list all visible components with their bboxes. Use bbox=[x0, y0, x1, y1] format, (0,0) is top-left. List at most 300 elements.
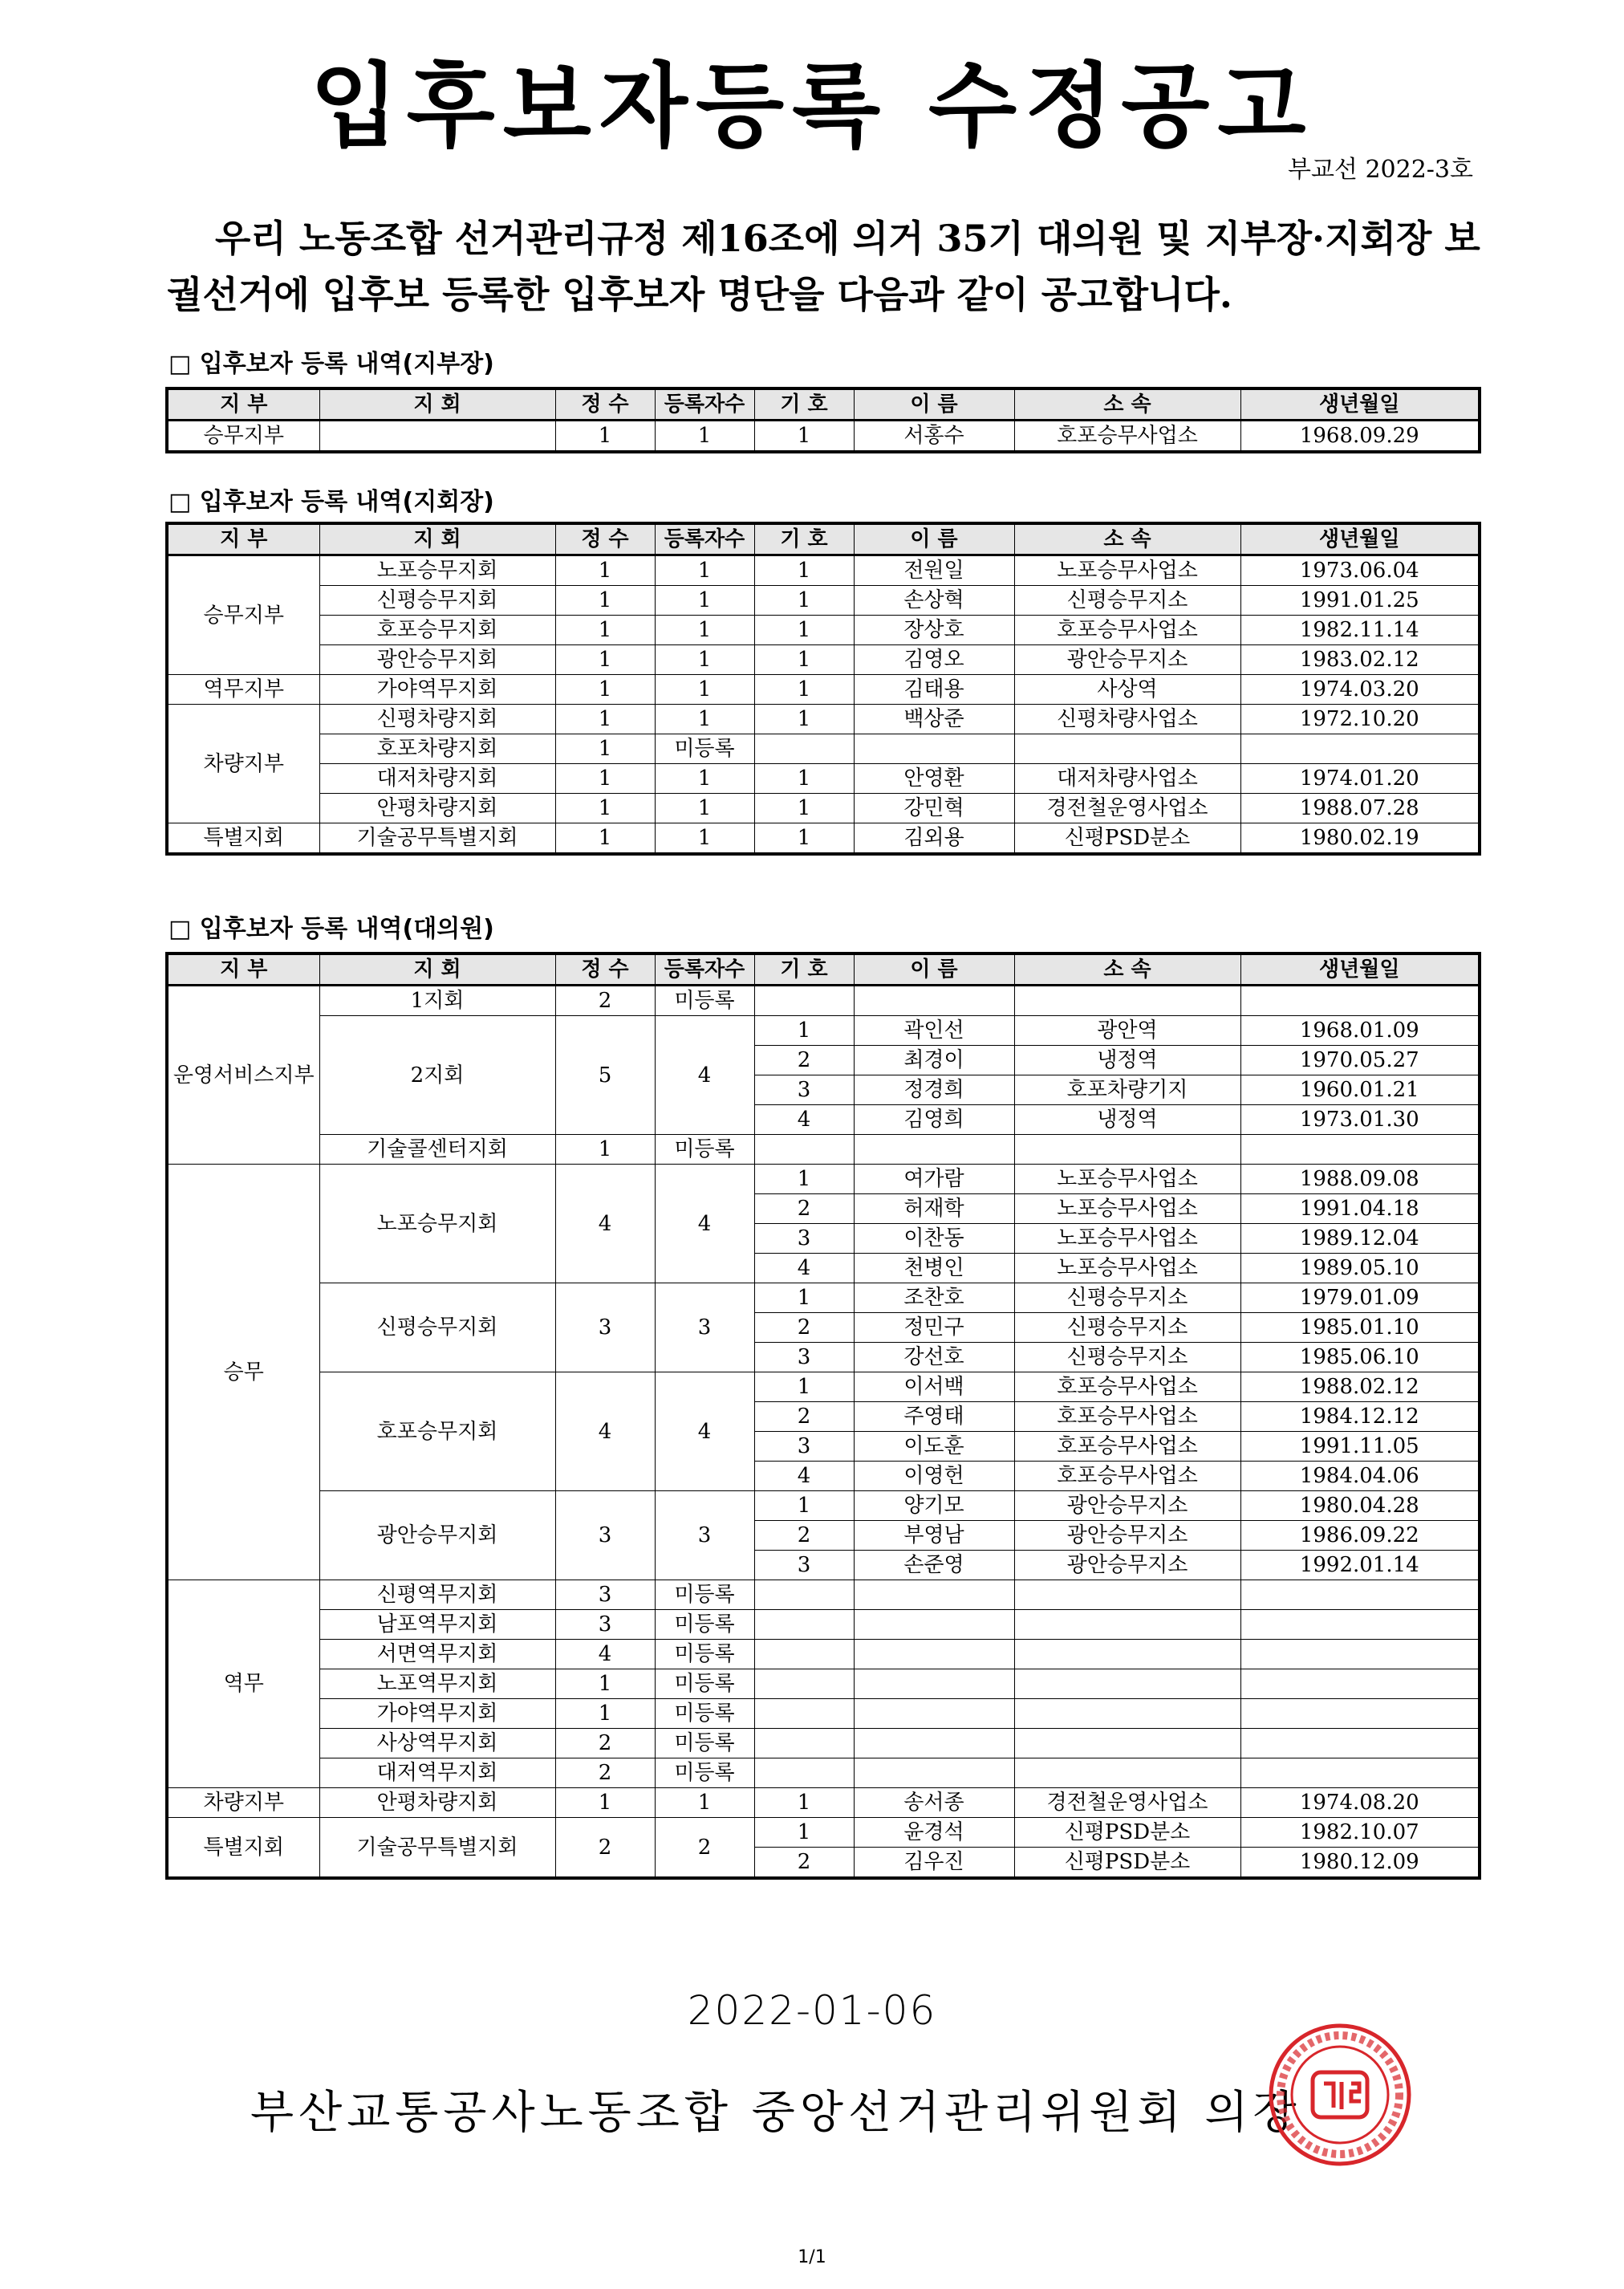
table-header-row bbox=[167, 388, 1480, 421]
cell-quota: 1 bbox=[555, 1788, 655, 1818]
cell-number: 1 bbox=[754, 1165, 854, 1194]
section-title-branch-head: □ 입후보자 등록 내역(지부장) bbox=[168, 350, 494, 378]
cell-birthdate: 1974.03.20 bbox=[1240, 675, 1480, 705]
header-birthdate: 생년월일 bbox=[1240, 388, 1480, 421]
cell-registered: 미등록 bbox=[655, 1729, 754, 1758]
cell-quota: 1 bbox=[555, 734, 655, 764]
cell-chapter: 기술공무특별지회 bbox=[319, 1818, 555, 1879]
table-header-row bbox=[167, 523, 1480, 555]
cell-number: 3 bbox=[754, 1075, 854, 1105]
header-registered: 등록자수 bbox=[655, 523, 754, 555]
cell-number: 1 bbox=[754, 586, 854, 616]
cell-name bbox=[854, 986, 1014, 1016]
table-row bbox=[167, 705, 1480, 734]
header-branch: 지 부 bbox=[167, 388, 319, 421]
cell-birthdate: 1985.06.10 bbox=[1240, 1343, 1480, 1372]
cell-affiliation bbox=[1014, 1758, 1240, 1788]
cell-affiliation bbox=[1014, 986, 1240, 1016]
cell-affiliation: 신평승무지소 bbox=[1014, 586, 1240, 616]
cell-birthdate: 1984.12.12 bbox=[1240, 1402, 1480, 1432]
cell-quota: 1 bbox=[555, 1669, 655, 1699]
cell-registered: 3 bbox=[655, 1491, 754, 1580]
cell-registered: 1 bbox=[655, 555, 754, 586]
cell-branch: 차량지부 bbox=[167, 705, 319, 823]
cell-birthdate: 1991.11.05 bbox=[1240, 1432, 1480, 1462]
cell-name bbox=[854, 1729, 1014, 1758]
cell-affiliation: 호포승무사업소 bbox=[1014, 1432, 1240, 1462]
cell-quota: 1 bbox=[555, 616, 655, 645]
cell-affiliation: 신평PSD분소 bbox=[1014, 1818, 1240, 1848]
header-name: 이 름 bbox=[854, 953, 1014, 986]
cell-quota: 4 bbox=[555, 1165, 655, 1283]
cell-quota: 3 bbox=[555, 1580, 655, 1610]
cell-branch: 승무 bbox=[167, 1165, 319, 1580]
cell-affiliation: 광안승무지소 bbox=[1014, 1521, 1240, 1551]
cell-name: 이찬동 bbox=[854, 1224, 1014, 1254]
cell-name: 여가람 bbox=[854, 1165, 1014, 1194]
cell-birthdate: 1983.02.12 bbox=[1240, 645, 1480, 675]
cell-chapter: 2지회 bbox=[319, 1016, 555, 1135]
cell-number bbox=[754, 734, 854, 764]
table-row bbox=[167, 421, 1480, 453]
cell-birthdate: 1982.11.14 bbox=[1240, 616, 1480, 645]
cell-number: 1 bbox=[754, 1491, 854, 1521]
cell-number: 3 bbox=[754, 1551, 854, 1580]
cell-number bbox=[754, 986, 854, 1016]
cell-name: 손준영 bbox=[854, 1551, 1014, 1580]
cell-chapter: 사상역무지회 bbox=[319, 1729, 555, 1758]
cell-registered: 미등록 bbox=[655, 1758, 754, 1788]
cell-number: 2 bbox=[754, 1402, 854, 1432]
table-row bbox=[167, 1372, 1480, 1402]
cell-registered: 1 bbox=[655, 616, 754, 645]
cell-birthdate: 1989.05.10 bbox=[1240, 1254, 1480, 1283]
cell-affiliation: 신평승무지소 bbox=[1014, 1283, 1240, 1313]
cell-chapter: 가야역무지회 bbox=[319, 675, 555, 705]
cell-affiliation bbox=[1014, 1669, 1240, 1699]
cell-name bbox=[854, 1640, 1014, 1669]
cell-birthdate: 1974.01.20 bbox=[1240, 764, 1480, 794]
cell-registered: 4 bbox=[655, 1372, 754, 1491]
cell-branch: 특별지회 bbox=[167, 823, 319, 855]
cell-chapter: 신평역무지회 bbox=[319, 1580, 555, 1610]
cell-affiliation: 호포차량기지 bbox=[1014, 1075, 1240, 1105]
cell-quota: 4 bbox=[555, 1372, 655, 1491]
header-branch: 지 부 bbox=[167, 523, 319, 555]
header-affiliation: 소 속 bbox=[1014, 523, 1240, 555]
table-row bbox=[167, 1491, 1480, 1521]
page-number: 1/1 bbox=[798, 2247, 826, 2267]
cell-number: 1 bbox=[754, 1016, 854, 1046]
cell-branch: 역무지부 bbox=[167, 675, 319, 705]
cell-registered: 1 bbox=[655, 794, 754, 823]
cell-affiliation: 호포승무사업소 bbox=[1014, 1372, 1240, 1402]
cell-birthdate: 1970.05.27 bbox=[1240, 1046, 1480, 1075]
cell-registered: 4 bbox=[655, 1165, 754, 1283]
cell-birthdate: 1974.08.20 bbox=[1240, 1788, 1480, 1818]
table-row bbox=[167, 586, 1480, 616]
cell-number: 2 bbox=[754, 1194, 854, 1224]
table-row bbox=[167, 1758, 1480, 1788]
cell-number: 1 bbox=[754, 645, 854, 675]
cell-number bbox=[754, 1729, 854, 1758]
cell-chapter: 대저역무지회 bbox=[319, 1758, 555, 1788]
cell-registered: 1 bbox=[655, 421, 754, 453]
cell-number: 3 bbox=[754, 1432, 854, 1462]
header-birthdate: 생년월일 bbox=[1240, 953, 1480, 986]
cell-affiliation: 광안승무지소 bbox=[1014, 1551, 1240, 1580]
official-seal bbox=[1268, 2023, 1412, 2167]
branch-head-table bbox=[165, 387, 1481, 453]
header-registered: 등록자수 bbox=[655, 953, 754, 986]
cell-name: 정민구 bbox=[854, 1313, 1014, 1343]
cell-name: 김우진 bbox=[854, 1848, 1014, 1879]
cell-affiliation: 광안역 bbox=[1014, 1016, 1240, 1046]
cell-registered: 1 bbox=[655, 645, 754, 675]
cell-registered: 1 bbox=[655, 764, 754, 794]
cell-affiliation: 냉정역 bbox=[1014, 1105, 1240, 1135]
cell-number: 1 bbox=[754, 823, 854, 855]
cell-number: 4 bbox=[754, 1105, 854, 1135]
cell-branch: 승무지부 bbox=[167, 555, 319, 675]
section-title-delegate: □ 입후보자 등록 내역(대의원) bbox=[168, 915, 494, 943]
cell-chapter: 안평차량지회 bbox=[319, 794, 555, 823]
cell-affiliation: 호포승무사업소 bbox=[1014, 1402, 1240, 1432]
header-number: 기 호 bbox=[754, 523, 854, 555]
cell-chapter: 호포승무지회 bbox=[319, 1372, 555, 1491]
cell-name: 천병인 bbox=[854, 1254, 1014, 1283]
cell-number: 2 bbox=[754, 1313, 854, 1343]
cell-affiliation: 신평차량사업소 bbox=[1014, 705, 1240, 734]
cell-affiliation: 광안승무지소 bbox=[1014, 645, 1240, 675]
cell-chapter bbox=[319, 421, 555, 453]
cell-quota: 2 bbox=[555, 1818, 655, 1879]
cell-number: 1 bbox=[754, 1283, 854, 1313]
cell-affiliation: 경전철운영사업소 bbox=[1014, 1788, 1240, 1818]
cell-quota: 1 bbox=[555, 555, 655, 586]
cell-name: 안영환 bbox=[854, 764, 1014, 794]
cell-quota: 1 bbox=[555, 645, 655, 675]
cell-chapter: 신평승무지회 bbox=[319, 1283, 555, 1372]
cell-affiliation: 호포승무사업소 bbox=[1014, 1462, 1240, 1491]
cell-birthdate: 1972.10.20 bbox=[1240, 705, 1480, 734]
cell-number bbox=[754, 1580, 854, 1610]
header-quota: 정 수 bbox=[555, 523, 655, 555]
cell-name: 부영남 bbox=[854, 1521, 1014, 1551]
cell-registered: 1 bbox=[655, 705, 754, 734]
cell-name: 이영헌 bbox=[854, 1462, 1014, 1491]
cell-quota: 1 bbox=[555, 586, 655, 616]
cell-name: 윤경석 bbox=[854, 1818, 1014, 1848]
cell-birthdate: 1988.02.12 bbox=[1240, 1372, 1480, 1402]
cell-affiliation: 노포승무사업소 bbox=[1014, 1194, 1240, 1224]
cell-number: 2 bbox=[754, 1521, 854, 1551]
cell-name: 양기모 bbox=[854, 1491, 1014, 1521]
cell-birthdate bbox=[1240, 734, 1480, 764]
cell-branch: 운영서비스지부 bbox=[167, 986, 319, 1165]
header-quota: 정 수 bbox=[555, 953, 655, 986]
header-quota: 정 수 bbox=[555, 388, 655, 421]
cell-chapter: 신평승무지회 bbox=[319, 586, 555, 616]
table-row bbox=[167, 794, 1480, 823]
cell-number bbox=[754, 1669, 854, 1699]
cell-quota: 1 bbox=[555, 1699, 655, 1729]
cell-birthdate: 1992.01.14 bbox=[1240, 1551, 1480, 1580]
cell-name: 전원일 bbox=[854, 555, 1014, 586]
cell-name: 최경이 bbox=[854, 1046, 1014, 1075]
cell-number: 1 bbox=[754, 421, 854, 453]
cell-birthdate bbox=[1240, 1699, 1480, 1729]
cell-affiliation: 호포승무사업소 bbox=[1014, 616, 1240, 645]
cell-chapter: 노포역무지회 bbox=[319, 1669, 555, 1699]
table-row bbox=[167, 1729, 1480, 1758]
cell-affiliation: 호포승무사업소 bbox=[1014, 421, 1240, 453]
cell-name: 주영태 bbox=[854, 1402, 1014, 1432]
delegate-table bbox=[165, 952, 1481, 1880]
cell-birthdate: 1985.01.10 bbox=[1240, 1313, 1480, 1343]
cell-registered: 미등록 bbox=[655, 734, 754, 764]
cell-name: 이도훈 bbox=[854, 1432, 1014, 1462]
cell-birthdate: 1982.10.07 bbox=[1240, 1818, 1480, 1848]
cell-number: 2 bbox=[754, 1046, 854, 1075]
cell-affiliation: 경전철운영사업소 bbox=[1014, 794, 1240, 823]
cell-quota: 1 bbox=[555, 764, 655, 794]
cell-chapter: 안평차량지회 bbox=[319, 1788, 555, 1818]
cell-name: 장상호 bbox=[854, 616, 1014, 645]
header-name: 이 름 bbox=[854, 523, 1014, 555]
header-chapter: 지 회 bbox=[319, 523, 555, 555]
cell-name: 손상혁 bbox=[854, 586, 1014, 616]
cell-name: 김외용 bbox=[854, 823, 1014, 855]
cell-name: 강민혁 bbox=[854, 794, 1014, 823]
cell-registered: 미등록 bbox=[655, 1699, 754, 1729]
cell-birthdate: 1980.02.19 bbox=[1240, 823, 1480, 855]
table-row bbox=[167, 986, 1480, 1016]
table-row bbox=[167, 1016, 1480, 1046]
cell-name bbox=[854, 1669, 1014, 1699]
cell-birthdate: 1960.01.21 bbox=[1240, 1075, 1480, 1105]
cell-affiliation: 노포승무사업소 bbox=[1014, 555, 1240, 586]
cell-quota: 4 bbox=[555, 1640, 655, 1669]
table-row bbox=[167, 1135, 1480, 1165]
cell-chapter: 호포차량지회 bbox=[319, 734, 555, 764]
header-birthdate: 생년월일 bbox=[1240, 523, 1480, 555]
cell-registered: 미등록 bbox=[655, 1669, 754, 1699]
cell-registered: 미등록 bbox=[655, 1610, 754, 1640]
cell-number: 4 bbox=[754, 1254, 854, 1283]
cell-affiliation: 대저차량사업소 bbox=[1014, 764, 1240, 794]
table-row bbox=[167, 1165, 1480, 1194]
cell-birthdate: 1988.09.08 bbox=[1240, 1165, 1480, 1194]
cell-number: 1 bbox=[754, 764, 854, 794]
cell-chapter: 광안승무지회 bbox=[319, 645, 555, 675]
cell-registered: 미등록 bbox=[655, 1580, 754, 1610]
table-row bbox=[167, 555, 1480, 586]
header-number: 기 호 bbox=[754, 388, 854, 421]
table-row bbox=[167, 1699, 1480, 1729]
cell-chapter: 남포역무지회 bbox=[319, 1610, 555, 1640]
cell-birthdate: 1986.09.22 bbox=[1240, 1521, 1480, 1551]
cell-name: 조찬호 bbox=[854, 1283, 1014, 1313]
cell-birthdate: 1979.01.09 bbox=[1240, 1283, 1480, 1313]
cell-number: 2 bbox=[754, 1848, 854, 1879]
cell-affiliation: 냉정역 bbox=[1014, 1046, 1240, 1075]
cell-quota: 1 bbox=[555, 421, 655, 453]
cell-affiliation bbox=[1014, 734, 1240, 764]
cell-affiliation: 신평PSD분소 bbox=[1014, 1848, 1240, 1879]
table-row bbox=[167, 1283, 1480, 1313]
cell-branch: 차량지부 bbox=[167, 1788, 319, 1818]
cell-chapter: 기술콜센터지회 bbox=[319, 1135, 555, 1165]
cell-chapter: 서면역무지회 bbox=[319, 1640, 555, 1669]
cell-registered: 1 bbox=[655, 675, 754, 705]
table-row bbox=[167, 734, 1480, 764]
cell-birthdate: 1991.04.18 bbox=[1240, 1194, 1480, 1224]
cell-birthdate: 1973.01.30 bbox=[1240, 1105, 1480, 1135]
cell-birthdate: 1988.07.28 bbox=[1240, 794, 1480, 823]
cell-quota: 1 bbox=[555, 675, 655, 705]
cell-registered: 3 bbox=[655, 1283, 754, 1372]
cell-chapter: 가야역무지회 bbox=[319, 1699, 555, 1729]
chapter-head-table bbox=[165, 522, 1481, 856]
cell-birthdate: 1984.04.06 bbox=[1240, 1462, 1480, 1491]
cell-name: 강선호 bbox=[854, 1343, 1014, 1372]
cell-chapter: 신평차량지회 bbox=[319, 705, 555, 734]
cell-name: 서홍수 bbox=[854, 421, 1014, 453]
cell-quota: 3 bbox=[555, 1491, 655, 1580]
table-row bbox=[167, 1669, 1480, 1699]
cell-quota: 3 bbox=[555, 1283, 655, 1372]
cell-name bbox=[854, 734, 1014, 764]
table-row bbox=[167, 1580, 1480, 1610]
cell-name: 곽인선 bbox=[854, 1016, 1014, 1046]
cell-number: 1 bbox=[754, 794, 854, 823]
table-row bbox=[167, 675, 1480, 705]
cell-birthdate bbox=[1240, 986, 1480, 1016]
cell-name: 이서백 bbox=[854, 1372, 1014, 1402]
table-row bbox=[167, 1640, 1480, 1669]
cell-affiliation: 광안승무지소 bbox=[1014, 1491, 1240, 1521]
cell-number: 1 bbox=[754, 1788, 854, 1818]
cell-chapter: 노포승무지회 bbox=[319, 1165, 555, 1283]
cell-registered: 미등록 bbox=[655, 986, 754, 1016]
cell-name bbox=[854, 1580, 1014, 1610]
cell-number: 1 bbox=[754, 1372, 854, 1402]
cell-number bbox=[754, 1610, 854, 1640]
cell-affiliation bbox=[1014, 1699, 1240, 1729]
cell-chapter: 대저차량지회 bbox=[319, 764, 555, 794]
cell-birthdate: 1968.09.29 bbox=[1240, 421, 1480, 453]
cell-branch: 역무 bbox=[167, 1580, 319, 1788]
signer: 부산교통공사노동조합 중앙선거관리위원회 의장 bbox=[250, 2087, 1301, 2139]
cell-branch: 특별지회 bbox=[167, 1818, 319, 1879]
cell-quota: 5 bbox=[555, 1016, 655, 1135]
table-row bbox=[167, 764, 1480, 794]
table-row bbox=[167, 1610, 1480, 1640]
cell-name: 송서종 bbox=[854, 1788, 1014, 1818]
cell-quota: 1 bbox=[555, 1135, 655, 1165]
cell-number bbox=[754, 1699, 854, 1729]
header-name: 이 름 bbox=[854, 388, 1014, 421]
cell-quota: 2 bbox=[555, 1729, 655, 1758]
cell-birthdate bbox=[1240, 1758, 1480, 1788]
cell-birthdate: 1968.01.09 bbox=[1240, 1016, 1480, 1046]
section-title-chapter-head: □ 입후보자 등록 내역(지회장) bbox=[168, 488, 494, 516]
table-row bbox=[167, 1818, 1480, 1848]
cell-number bbox=[754, 1758, 854, 1788]
cell-affiliation bbox=[1014, 1610, 1240, 1640]
cell-number bbox=[754, 1640, 854, 1669]
cell-chapter: 기술공무특별지회 bbox=[319, 823, 555, 855]
cell-number: 1 bbox=[754, 616, 854, 645]
cell-affiliation: 노포승무사업소 bbox=[1014, 1165, 1240, 1194]
cell-affiliation: 노포승무사업소 bbox=[1014, 1254, 1240, 1283]
document-number: 부교선 2022-3호 bbox=[1287, 156, 1473, 184]
cell-birthdate bbox=[1240, 1610, 1480, 1640]
cell-birthdate bbox=[1240, 1669, 1480, 1699]
cell-registered: 미등록 bbox=[655, 1135, 754, 1165]
cell-birthdate bbox=[1240, 1580, 1480, 1610]
cell-affiliation: 신평승무지소 bbox=[1014, 1343, 1240, 1372]
page-title: 입후보자등록 수정공고 bbox=[310, 52, 1314, 160]
cell-number: 3 bbox=[754, 1343, 854, 1372]
cell-birthdate: 1991.01.25 bbox=[1240, 586, 1480, 616]
cell-name: 김영희 bbox=[854, 1105, 1014, 1135]
cell-quota: 3 bbox=[555, 1610, 655, 1640]
cell-chapter: 1지회 bbox=[319, 986, 555, 1016]
cell-number: 1 bbox=[754, 555, 854, 586]
intro-paragraph: 우리 노동조합 선거관리규정 제16조에 의거 35기 대의원 및 지부장·지회장 보궐선거에 입후보 등록한 입후보자 명단을 다음과 같이 공고합니다. bbox=[167, 217, 1480, 316]
cell-name bbox=[854, 1135, 1014, 1165]
header-chapter: 지 회 bbox=[319, 388, 555, 421]
cell-registered: 1 bbox=[655, 823, 754, 855]
header-number: 기 호 bbox=[754, 953, 854, 986]
cell-name: 김영오 bbox=[854, 645, 1014, 675]
cell-name: 백상준 bbox=[854, 705, 1014, 734]
cell-name: 정경희 bbox=[854, 1075, 1014, 1105]
cell-number: 1 bbox=[754, 705, 854, 734]
header-affiliation: 소 속 bbox=[1014, 388, 1240, 421]
cell-chapter: 호포승무지회 bbox=[319, 616, 555, 645]
cell-birthdate: 1989.12.04 bbox=[1240, 1224, 1480, 1254]
table-row bbox=[167, 1788, 1480, 1818]
cell-affiliation bbox=[1014, 1640, 1240, 1669]
cell-branch: 승무지부 bbox=[167, 421, 319, 453]
cell-number: 1 bbox=[754, 1818, 854, 1848]
header-registered: 등록자수 bbox=[655, 388, 754, 421]
cell-affiliation bbox=[1014, 1729, 1240, 1758]
cell-name bbox=[854, 1610, 1014, 1640]
cell-quota: 1 bbox=[555, 823, 655, 855]
cell-number: 4 bbox=[754, 1462, 854, 1491]
cell-registered: 미등록 bbox=[655, 1640, 754, 1669]
table-header-row bbox=[167, 953, 1480, 986]
header-chapter: 지 회 bbox=[319, 953, 555, 986]
header-branch: 지 부 bbox=[167, 953, 319, 986]
cell-number: 3 bbox=[754, 1224, 854, 1254]
table-row bbox=[167, 616, 1480, 645]
cell-quota: 2 bbox=[555, 986, 655, 1016]
cell-quota: 1 bbox=[555, 794, 655, 823]
cell-affiliation bbox=[1014, 1135, 1240, 1165]
table-row bbox=[167, 645, 1480, 675]
cell-chapter: 노포승무지회 bbox=[319, 555, 555, 586]
cell-affiliation bbox=[1014, 1580, 1240, 1610]
cell-registered: 1 bbox=[655, 586, 754, 616]
cell-chapter: 광안승무지회 bbox=[319, 1491, 555, 1580]
notice-date: 2022-01-06 bbox=[687, 1987, 937, 2034]
header-affiliation: 소 속 bbox=[1014, 953, 1240, 986]
